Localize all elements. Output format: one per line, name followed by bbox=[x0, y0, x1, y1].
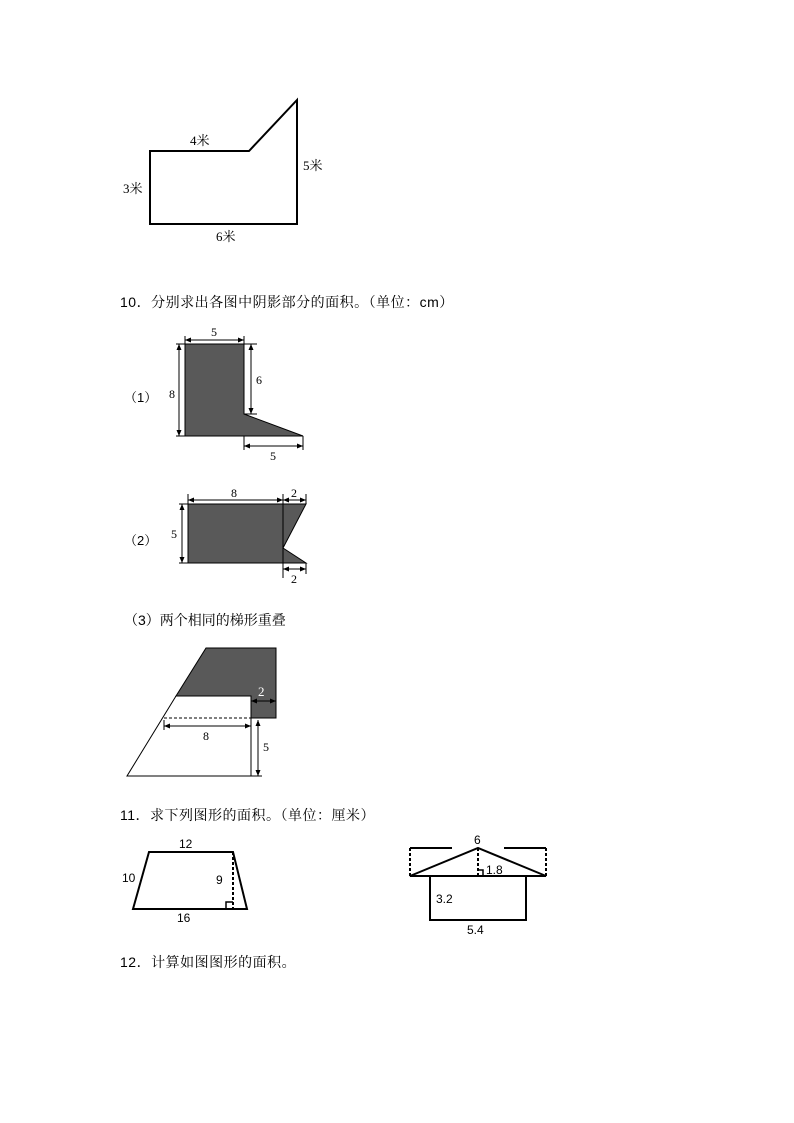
label-height: 9 bbox=[216, 873, 223, 887]
shaded-flag-shape bbox=[188, 504, 306, 563]
figure-q10-1 bbox=[165, 322, 315, 464]
q10-part3-label: （3）两个相同的梯形重叠 bbox=[124, 612, 286, 628]
question-10-title: 10．分别求出各图中阴影部分的面积。（单位：cm） bbox=[120, 294, 454, 310]
dim-step: 2 bbox=[258, 684, 265, 699]
label-left: 10 bbox=[122, 871, 136, 885]
shaded-boot-shape bbox=[185, 344, 303, 436]
dim-width: 8 bbox=[203, 729, 209, 743]
roof-triangle bbox=[410, 848, 546, 876]
label-roof-top: 6 bbox=[474, 833, 481, 847]
q10-part1-label: （1） bbox=[124, 390, 158, 405]
dim-top-right: 2 bbox=[291, 486, 297, 500]
label-right: 5米 bbox=[303, 158, 323, 173]
label-top: 12 bbox=[179, 837, 193, 851]
label-bottom: 16 bbox=[177, 911, 191, 925]
figure-q11-house bbox=[400, 830, 560, 938]
label-top: 4米 bbox=[190, 133, 210, 148]
label-bottom: 6米 bbox=[216, 229, 236, 244]
dim-height: 5 bbox=[263, 740, 269, 754]
label-wall-height: 3.2 bbox=[436, 892, 453, 906]
right-angle-mark bbox=[226, 902, 233, 909]
dim-inner: 6 bbox=[256, 373, 262, 387]
shaded-overlap-shape bbox=[176, 648, 276, 718]
dim-top: 5 bbox=[211, 325, 217, 339]
trapezoid-outline bbox=[127, 696, 251, 776]
label-left: 3米 bbox=[123, 181, 143, 196]
question-11-title: 11．求下列图形的面积。（单位：厘米） bbox=[120, 807, 376, 823]
dim-left: 8 bbox=[169, 387, 175, 401]
figure-q10-3 bbox=[120, 640, 290, 782]
q10-part2-label: （2） bbox=[124, 533, 158, 548]
label-base: 5.4 bbox=[467, 923, 484, 937]
question-12-title: 12．计算如图图形的面积。 bbox=[120, 954, 297, 970]
dim-top-main: 8 bbox=[231, 486, 237, 500]
dim-bottom: 5 bbox=[270, 449, 276, 463]
figure-q11-trapezoid bbox=[118, 834, 268, 930]
dim-bottom-right: 2 bbox=[291, 572, 297, 586]
figure-q9 bbox=[110, 90, 350, 250]
composite-shape bbox=[150, 100, 297, 224]
trapezoid-shape bbox=[133, 852, 247, 909]
figure-q10-2 bbox=[165, 482, 315, 586]
dim-left: 5 bbox=[171, 527, 177, 541]
label-roof-height: 1.8 bbox=[486, 863, 503, 877]
